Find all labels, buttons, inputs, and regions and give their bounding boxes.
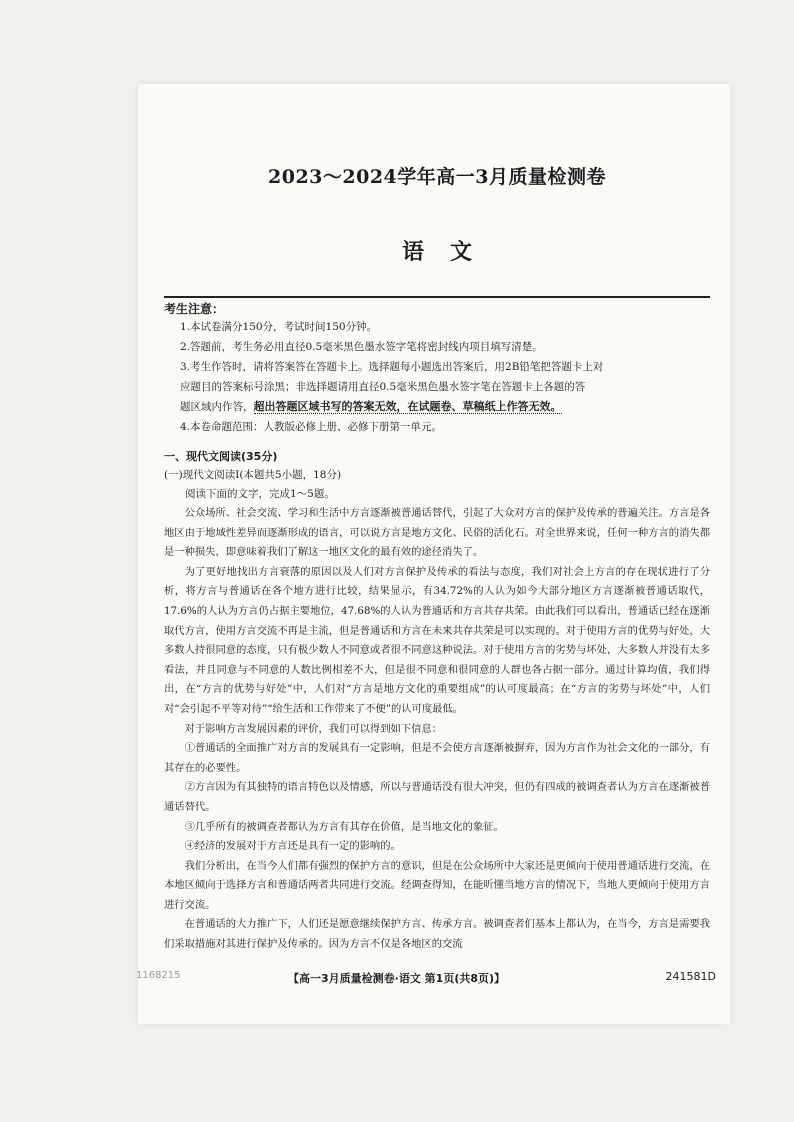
passage-paragraph: ③几乎所有的被调查者都认为方言有其存在价值，是当地文化的象征。 xyxy=(184,820,504,833)
notice-item-3-cont: 应题目的答案标号涂黑；非选择题请用直径0.5毫米黑色墨水签字笔在答题卡上各题的答 xyxy=(180,381,586,393)
instruction: 阅读下面的文字，完成1～5题。 xyxy=(185,488,335,500)
header-rule xyxy=(164,296,710,298)
reading-section xyxy=(164,447,710,955)
page-content xyxy=(164,162,710,955)
notice-heading: 考生注意： xyxy=(164,302,225,316)
subject-title: 语文 xyxy=(401,239,498,265)
notice-item-3-tail: 题区域内作答， xyxy=(180,401,254,413)
notice-list xyxy=(164,317,710,437)
passage-paragraph: 在普通话的大力推广下，人们还是愿意继续保护方言、传承方言。被调查者们基本上都认为，在当今，方言是需要我们采取措施对其进行保护及传承的。因为方言不仅是各地区的交流 xyxy=(164,918,710,951)
notice-emphasis: 超出答题区域书写的答案无效，在试题卷、草稿纸上作答无效。 xyxy=(253,400,562,413)
passage-paragraph: 我们分析出，在当今人们都有强烈的保护方言的意识，但是在公众场所中大家还是更倾向于使用普通话进行交流，在本地区倾向于选择方言和普通话两者共同进行交流。经调查得知，在能听懂当地方言的情况下，当地人更倾向于使用方言进行交流。 xyxy=(164,859,710,911)
notice-item-3: 3.考生作答时，请将答案答在答题卡上。选择题每小题选出答案后，用2B铅笔把答题卡上对 xyxy=(180,361,604,373)
passage-paragraph: 公众场所、社会交流、学习和生活中方言逐渐被普通话替代，引起了大众对方言的保护及传承的普遍关注。方言是各地区由于地域性差异而逐渐形成的语言，可以说方言是地方文化、民俗的活化石。对全世界来说，任何一种方言的消失都是一种损失，即意味着我们了解这一地区文化的最有效的途径消失了。 xyxy=(164,507,710,559)
notice-item-1: 1.本试卷满分150分，考试时间150分钟。 xyxy=(180,321,378,333)
exam-title: 2023～2024学年高一3月质量检测卷 xyxy=(268,166,606,188)
footer-exam-code: 241581D xyxy=(665,970,716,983)
sub-heading: (一)现代文阅读Ⅰ(本题共5小题，18分) xyxy=(164,469,342,481)
passage-paragraph: ②方言因为有其独特的语言特色以及情感，所以与普通话没有很大冲突，但仍有四成的被调查者认为方言在逐渐被普通话替代。 xyxy=(164,781,710,813)
passage-paragraph: ①普通话的全面推广对方言的发展具有一定影响，但是不会使方言逐渐被摒弃，因为方言作为社会文化的一部分，有其存在的必要性。 xyxy=(164,742,710,774)
notice-item-3-cont2 xyxy=(164,397,710,417)
exam-page xyxy=(138,84,730,1024)
footer-page-info: 【高一3月质量检测卷·语文 第1页(共8页)】 xyxy=(288,972,506,985)
passage-paragraph: 对于影响方言发展因素的评价，我们可以得到如下信息： xyxy=(184,722,443,735)
footer-left-code: 1168215 xyxy=(136,970,181,981)
notice-item-4: 4.本卷命题范围：人教版必修上册、必修下册第一单元。 xyxy=(180,421,443,433)
passage-paragraph: ④经济的发展对于方言还是具有一定的影响的。 xyxy=(184,840,401,853)
notice-item-2: 2.答题前，考生务必用直径0.5毫米黑色墨水签字笔将密封线内项目填写清楚。 xyxy=(180,341,543,353)
passage-paragraph: 为了更好地找出方言衰落的原因以及人们对方言保护及传承的看法与态度，我们对社会上方言的存在现状进行了分析，将方言与普通话在各个地方进行比较，结果显示，有34.72%的人认为如今大部分地区方言逐渐被普通话取代，17.6%的人认为方言仍占据主要地位，47.68%的人认为普通话和方言共存共荣。由此我们可以看出，普通话已经在逐渐取代方言，使用方言交流不再是主流，但是普通话和方言在未来共存共荣是可以实现的。对于使用方言的优势与好处，大多数人持很同意的态度，只有极少数人不同意或者很不同意这种说法。对于使用方言的劣势与坏处，大多数人并没有太多看法，并且同意与不同意的人数比例相差不大，但是很不同意和很同意的人群也各占据一部分。通过计算均值，我们得出，在“方言的优势与好处”中，人们对“方言是地方文化的重要组成”的认可度最高；在“方言的劣势与坏处”中，人们对“会引起不平等对待”“给生活和工作带来了不便”的认可度最低。 xyxy=(164,565,710,715)
section-heading: 一、现代文阅读(35分) xyxy=(164,450,278,463)
